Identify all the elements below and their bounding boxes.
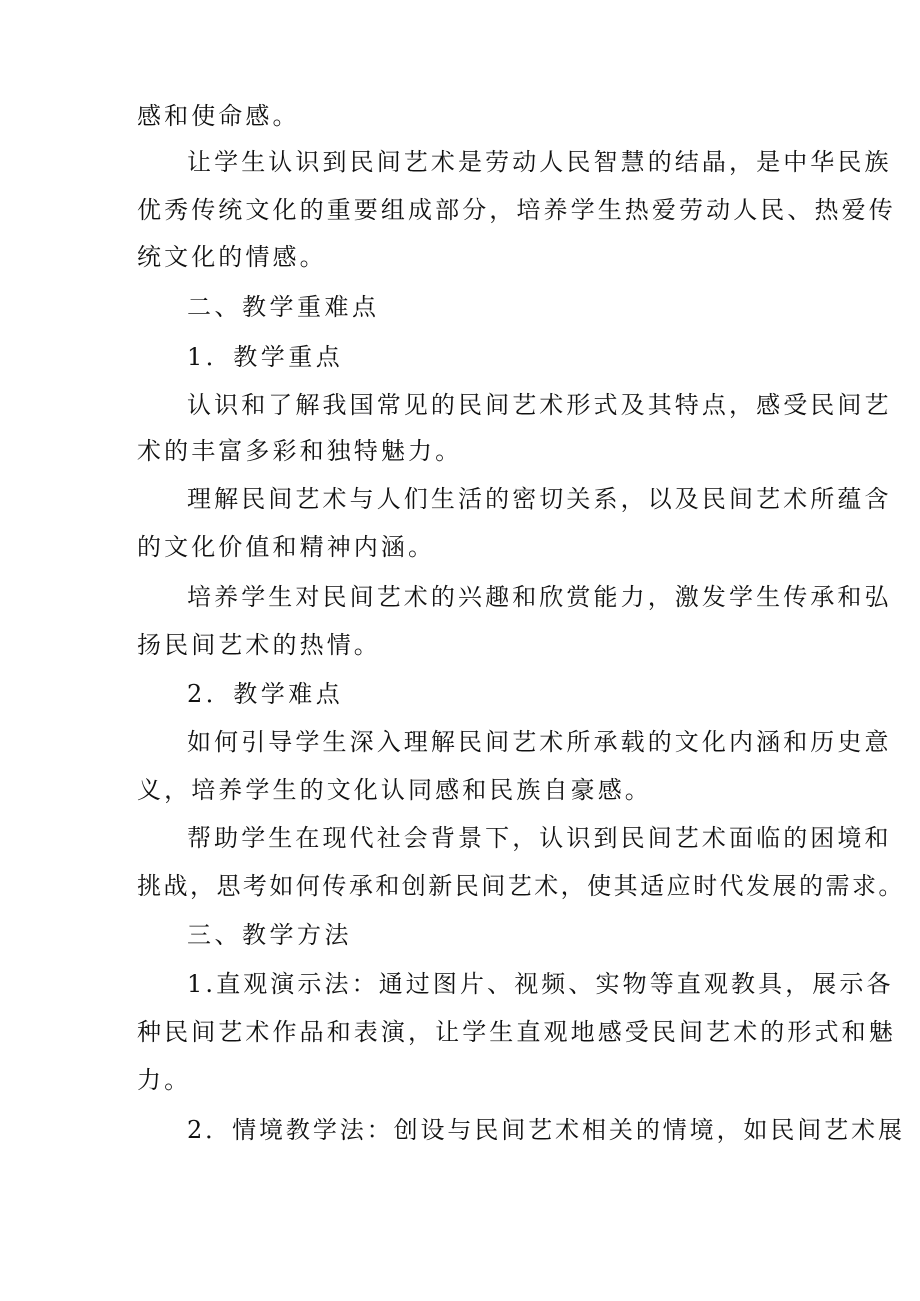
paragraph-line: 帮助学生在现代社会背景下，认识到民间艺术面临的困境和	[187, 824, 892, 852]
paragraph-line: 2．情境教学法：创设与民间艺术相关的情境，如民间艺术展	[187, 1116, 905, 1144]
subsection-heading: 2．教学难点	[187, 680, 344, 708]
paragraph-line: 优秀传统文化的重要组成部分，培养学生热爱劳动人民、热爱传	[137, 196, 896, 224]
section-heading: 三、教学方法	[187, 921, 352, 949]
subsection-heading: 1．教学重点	[187, 343, 344, 371]
paragraph-line: 力。	[137, 1066, 192, 1094]
paragraph-line: 扬民间艺术的热情。	[137, 631, 381, 659]
paragraph-line: 术的丰富多彩和独特魅力。	[137, 437, 463, 465]
paragraph-line: 感和使命感。	[137, 102, 300, 130]
paragraph-line: 让学生认识到民间艺术是劳动人民智慧的结晶，是中华民族	[187, 148, 892, 176]
paragraph-line: 培养学生对民间艺术的兴趣和欣赏能力，激发学生传承和弘	[187, 583, 892, 611]
paragraph-line: 的文化价值和精神内涵。	[137, 533, 436, 561]
paragraph-line: 种民间艺术作品和表演，让学生直观地感受民间艺术的形式和魅	[137, 1018, 896, 1046]
paragraph-line: 义，培养学生的文化认同感和民族自豪感。	[137, 776, 652, 804]
paragraph-line: 统文化的情感。	[137, 243, 327, 271]
paragraph-line: 如何引导学生深入理解民间艺术所承载的文化内涵和历史意	[187, 728, 892, 756]
paragraph-line: 挑战，思考如何传承和创新民间艺术，使其适应时代发展的需求。	[137, 872, 905, 900]
paragraph-line: 认识和了解我国常见的民间艺术形式及其特点，感受民间艺	[187, 391, 892, 419]
paragraph-line: 1.直观演示法：通过图片、视频、实物等直观教具，展示各	[187, 970, 894, 998]
section-heading: 二、教学重难点	[187, 293, 380, 321]
paragraph-line: 理解民间艺术与人们生活的密切关系，以及民间艺术所蕴含	[187, 485, 892, 513]
